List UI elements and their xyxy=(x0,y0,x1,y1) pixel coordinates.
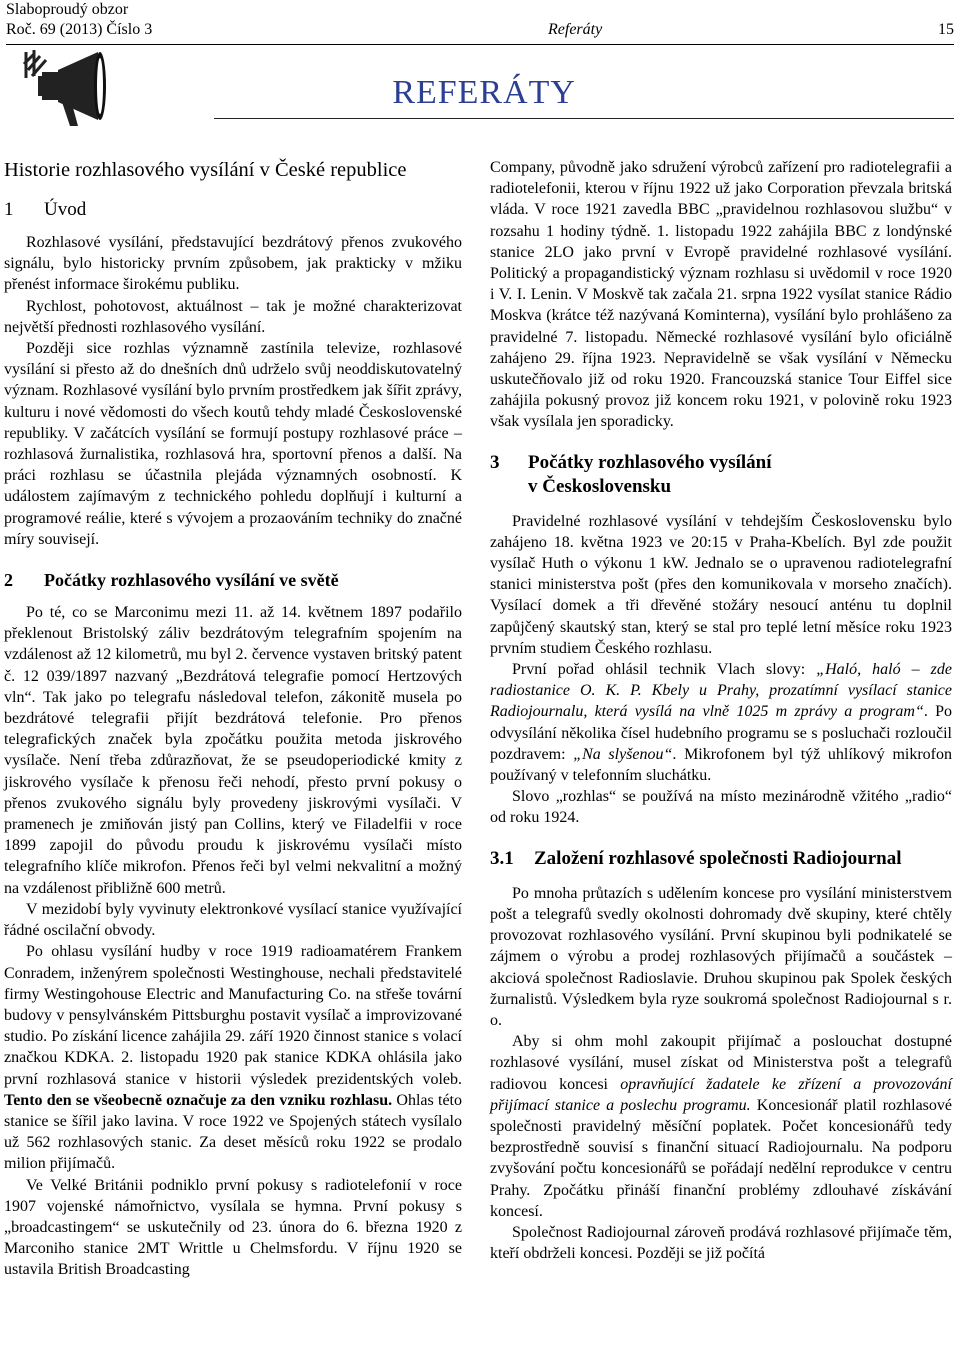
section-1-number: 1 xyxy=(4,199,14,220)
text-run: První pořad ohlásil technik Vlach slovy: xyxy=(512,661,817,679)
paragraph: Společnost Radiojournal zároveň prodává rozhlasové přijímače těm, kteří obdrželi koncesi. Později se již počítá xyxy=(490,1223,952,1263)
header-rule xyxy=(6,44,954,45)
section-3-number: 3 xyxy=(490,451,500,473)
text-run: Aby si ohm mohl zakoupit přijímač a poslouchat dostupné rozhlasové vysílání, musel získat od Ministerstva pošt a telegrafů radiovou koncesi xyxy=(490,1033,952,1093)
issue-line xyxy=(6,20,954,40)
paragraph: Později sice rozhlas významně zastínila televize, rozhlasové vysílání si přesto až do dnešních dnů udrželo svůj neoddiskutovatelný význam. Rozhlasové vysílání bylo prvním prostředkem jak šířit zprávy, kulturu i nové vědomosti do všech koutů tehdy mladé Československé republiky. V začátcích vysílání se formují postupy rozhlasové práce – rozhlasová žurnalistika, rozhlasová hra, sportovní přenos a další. Na práci rozhlasu se účastnila plejáda významných osobností. K událostem zajímavým z technického pohledu doplňují i kulturní a programové reálie, které s vývojem a prozaováním techniky do značné míry souvisejí. xyxy=(4,340,462,548)
paragraph xyxy=(490,1031,952,1222)
paragraph: Company, původně jako sdružení výrobců zařízení pro radiotelegrafii a radiotelefonii, kterou v říjnu 1922 už jako Corporation převzala britská vláda. V roce 1921 zavedla BBC „pravidelnou rozhlasovou službu“ v rozsahu 1 hodiny týdně. 1. listopadu 1922 zahájila BBC z londýnské stanice 2LO jako první v Evropě pravidelné rozhlasové vysílání. Politický a propagandistický význam rozhlasu si uvědomil v roce 1920 i V. I. Lenin. V Moskvě tak začala 21. srpna 1922 vysílat stanice Rádio Moskva (krátce též nazývaná Kominterna), vysílání bylo prohlášeno za pravidelné 7. listopadu. Německé rozhlasové vysílání bylo oficiálně zahájeno 29. října 1923. Nepravidelně se však vysílání v Německu uskutečňovalo již od roku 1920. Francouzská stanice Tour Eiffel sice zahájila pokusný provoz již koncem roku 1921, v polovině roku 1923 však vysílala jen sporadicky. xyxy=(490,159,952,431)
section-banner: REFERÁTY xyxy=(392,74,576,111)
quote-italic: „Na slyšenou“ xyxy=(573,745,673,763)
section-2-number: 2 xyxy=(4,570,13,591)
paragraph: Rychlost, pohotovost, aktuálnost – tak je možné charakterizovat největší přednosti rozhlasového vysílání. xyxy=(4,297,462,336)
section-1-heading xyxy=(4,197,462,222)
banner-rule xyxy=(214,118,954,119)
section-2-title: Počátky rozhlasového vysílání ve světě xyxy=(44,570,339,591)
section-name: Referáty xyxy=(548,21,603,38)
paragraph: Rozhlasové vysílání, představující bezdrátový přenos zvukového signálu, bylo historicky prvním způsobem, jak prakticky v mžiku přenést informace širokému publiku. xyxy=(4,234,462,294)
paragraph xyxy=(4,941,462,1174)
section-3-title xyxy=(528,451,772,499)
text-run: . Mikrofonem byl týž uhlíkový mikrofon používaný v telefonním sluchátku. xyxy=(490,745,952,785)
section-3-1-number: 3.1 xyxy=(490,847,514,869)
section-3-1-heading xyxy=(490,847,952,871)
emphasis-bold: Tento den se všeobecně označuje za den vzniku rozhlasu. xyxy=(4,1091,393,1109)
paragraph: Po té, co se Marconimu mezi 11. až 14. květnem 1897 podařilo překlenout Bristolský záliv bezdrátovým telegrafním spojením na vzdálenost až 12 kilometrů, mu byl 2. července vystaven britský patent č. 12 039/1897 nazvaný „Bezdrátová telegrafie pomocí Hertzových vln“. Tak jako po telegrafu následoval telefon, zákonitě musela po bezdrátové telegrafii přijít bezdrátová telefonie. Pro přenos telegrafických značek byla zpočátku použita metoda jiskrového vysílače. Není třeba zdůrazňovat, že se pseudoperiodické kmity z jiskrového vysílače k přenosu řeči nehodí, přesto první pokusy o přenos zvukového signálu byly provedeny jiskrovými vysílači. V pramenech je zmiňován jistý pan Collins, který ve Filadelfii v roce 1899 zapojil do původu proudu k jiskrovému vysílači místo telegrafního klíče mikrofon. Přenos řeči byl velmi nekvalitní a možný na vzdálenost přibližně 600 metrů. xyxy=(4,604,462,897)
page-number: 15 xyxy=(937,21,954,38)
section-3-title-line1: Počátky rozhlasového vysílání xyxy=(528,451,772,473)
section-3-title-line2: v Československu xyxy=(528,475,672,497)
right-column xyxy=(490,157,952,1264)
text-run: Po ohlasu vysílání hudby v roce 1919 radioamatérem Frankem Conradem, inženýrem společnosti Westinghouse, nechali představitelé firmy Westingohouse Electric and Manufacturing Co. na střeše tovární budovy v pensylvánském Pittsburghu postavit vysílač a improvizované studio. Po získání licence zahájila 29. září 1920 činnost stanice s volací značkou KDKA. 2. listopadu 1920 pak stanice KDKA ohlásila jako první rozhlasová stanice v historii výsledek prezidentských voleb. xyxy=(4,943,462,1088)
text-run: . Po odvysílání několika čísel hudebního programu se s posluchači rozloučil pozdravem: xyxy=(490,703,952,763)
emphasis-italic: opravňující žadatele ke zřízení a provozování přijímací stanice a poslechu programu. xyxy=(490,1075,953,1114)
megaphone-icon xyxy=(20,48,130,135)
text-run: Ohlas této stanice se šířil jako lavina. V roce 1922 ve Spojených státech vysílalo už 562 rozhlasových stanic. Za deset měsíců roku 1922 se prodalo milion přijímačů. xyxy=(4,1091,462,1173)
paragraph: Po mnoha průtazích s udělením koncese pro vysílání ministerstvem pošt a telegrafů svedly okolnosti dohromady dvě skupiny, které chtěly provozovat rozhlasového vysílání. První skupinou byli podnikatelé se zájmem o výrobu a prodej rozhlasových přijímačů a součástek – akciová společnost Radioslavie. Druhou skupinou pak Spolek českých žurnalistů. Výsledkem byla ryze soukromá společnost Radiojournal s r. o. xyxy=(490,884,952,1029)
journal-name: Slaboproudý obzor xyxy=(6,1,129,18)
paragraph: Pravidelné rozhlasové vysílání v tehdejším Československu bylo zahájeno 18. května 1923 ve 20:15 v Praha-Kbelích. Byl zde použit vysílač Huth o výkonu 1 kW. Jednalo se o upravenou radiotelegrafní stanici ministerstva pošt (přes den komunikovala v morseho značích). Vysílací domek a tři dřevěné stožáry nesoucí anténu tu doplnil zapůjčený skautský stan, který se stal pro teplé letní měsíce roku 1923 prvním studiem Českého rozhlasu. xyxy=(490,512,952,657)
section-2-heading xyxy=(4,568,462,592)
issue-info: Roč. 69 (2013) Číslo 3 xyxy=(6,21,153,38)
page-header xyxy=(6,0,954,40)
paragraph: Slovo „rozhlas“ se používá na místo mezinárodně vžitého „radio“ od roku 1924. xyxy=(490,788,952,827)
article-title: Historie rozhlasového vysílání v České republice xyxy=(4,159,407,181)
section-3-1-title: Založení rozhlasové společnosti Radiojournal xyxy=(534,847,902,869)
section-3-heading xyxy=(490,451,952,499)
quote-italic: „Haló, haló – zde radiostanice O. K. P. Kbely u Prahy, prozatímní vysílací stanice Radiojournalu, která vysílá na vlně 1025 m zprávy a program“ xyxy=(490,661,953,721)
paragraph: Ve Velké Británii podniklo první pokusy s radiotelefonií v roce 1907 vojenské námořnictvo, vysílala se hymna. První pokusy s „broadcastingem“ se uskutečnily od 23. února do 6. března 1920 z Marconiho stanice 2MT Writtle u Chelmsfordu. V říjnu 1920 se ustavila British Broadcasting xyxy=(4,1176,462,1279)
text-run: Koncesionář platil rozhlasové společnosti pravidelný měsíční poplatek. Počet koncesionářů tedy bezprostředně souvisí s finanční situací Radiojournalu. Na podporu zvyšování počtu koncesionářů se pořádají nedělní reprodukce v centru Prahy. Zpočátku přináší finanční problémy zdlouhavé získávání koncesí. xyxy=(490,1096,953,1220)
paragraph: V mezidobí byly vyvinuty elektronkové vysílací stanice využívající řádné oscilační obvody. xyxy=(4,900,462,940)
left-column xyxy=(4,157,462,1281)
section-1-title: Úvod xyxy=(44,199,87,220)
paragraph xyxy=(490,659,952,786)
